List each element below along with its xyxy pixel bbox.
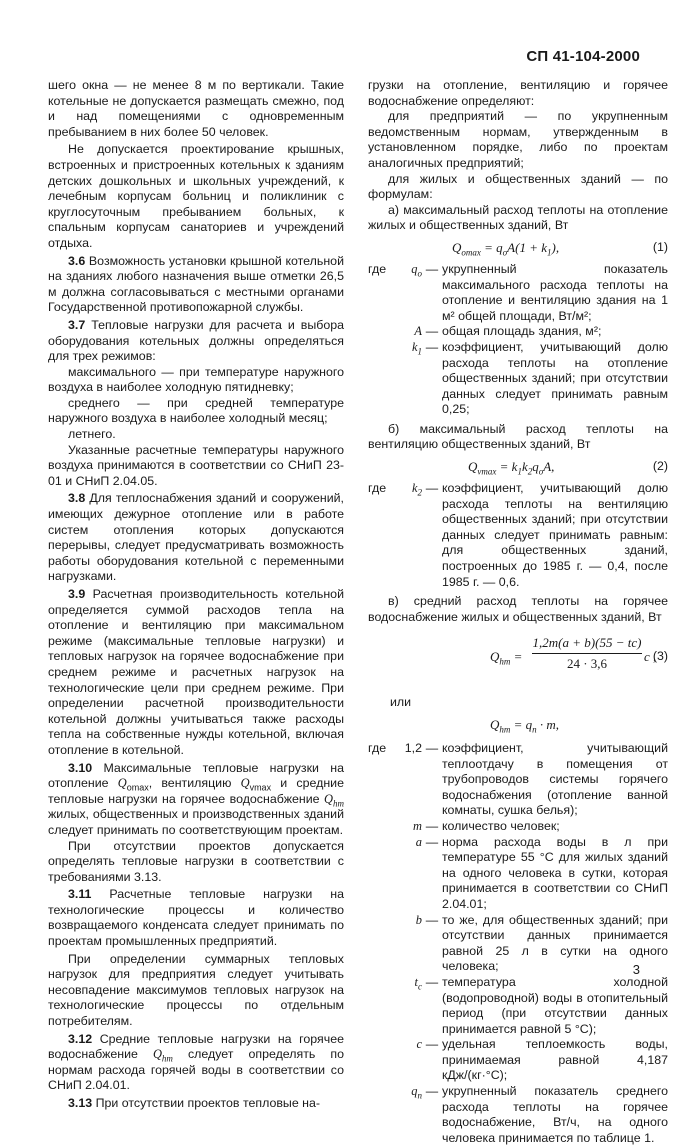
definition-symbol: a [415, 834, 422, 849]
page-number: 3 [632, 962, 640, 977]
definition-text: общая площадь здания, м²; [442, 324, 602, 339]
clause-text: жилых, общественных и производственных зданий следует принимать по соответствующим проектам. [48, 807, 344, 837]
formula-lhs: $Q_{hm}$ = [490, 649, 523, 667]
formula-expression: $Q_{omax} = q_oA(1 + k_1)$, [452, 239, 560, 258]
paragraph: При определении суммарных тепловых нагрузок для предприятия следует учитывать несовпадение максимумов тепловых нагрузок на технологические процессы по отдельным потребителям. [48, 951, 344, 1029]
where-label [368, 835, 394, 913]
definitions-list [368, 262, 668, 418]
document-header: СП 41-104-2000 [526, 48, 640, 65]
clause-number: 3.13 [68, 1096, 93, 1110]
formula-number: (1) [652, 239, 668, 254]
definition-dash: — [425, 818, 439, 833]
paragraph: в) средний расход теплоты на горячее водоснабжение жилых и общественных зданий, Вт [368, 594, 668, 624]
where-label [368, 913, 394, 975]
clause-number: 3.9 [68, 587, 86, 601]
definition-symbol: $k_2$ [412, 481, 422, 498]
definition-dash: — [425, 974, 439, 989]
definition-item [368, 1084, 668, 1146]
definition-symbol: $q_o$ [411, 261, 422, 279]
where-label: где [368, 741, 387, 755]
mode-item: среднего — при средней температуре наружного воздуха в наиболее холодный месяц; [48, 395, 344, 426]
paragraph: шего окна — не менее 8 м по вертикали. Такие котельные не допускается размещать смежно, под и над помещениями с одновременным пребыванием в них более 50 человек. [48, 78, 344, 139]
clause-text: Для теплоснабжения зданий и сооружений, имеющих дежурное отопление или в работе систем отопления которых допускаются перерывы, следует предусматривать возможность работы оборудования котельной с переменными нагрузками. [48, 491, 344, 584]
formula-3 [368, 635, 668, 681]
definition-text: то же, для общественных зданий; при отсутствии данных принимается равной 25 л в сутки на одного человека; [442, 912, 668, 974]
definition-text: укрупненный показатель среднего расхода теплоты на горячее водоснабжение, Вт/ч, на одного человека принимается по таблице 1. [442, 1084, 668, 1145]
definition-dash: — [425, 339, 439, 354]
definition-item [368, 835, 668, 913]
clause-text: Возможность установки крышной котельной на зданиях любого назначения выше отметки 26,5 м должна согласовываться с местными органами Государственной противопожарной службы. [48, 253, 344, 315]
clause-number: 3.10 [68, 760, 93, 775]
formula-2 [368, 456, 668, 478]
clause-text: Средние тепловые нагрузки на горячее водоснабжение [48, 1031, 344, 1062]
clause-text: При отсутствии проектов тепловые на- [92, 1096, 321, 1110]
definition-item [368, 913, 668, 975]
definition-dash: — [425, 1037, 439, 1052]
definition-dash: — [425, 481, 439, 496]
clause-text: Тепловые нагрузки для расчета и выбора оборудования котельных должны определяться для трех режимов: [48, 317, 344, 364]
where-label [368, 324, 394, 340]
definition-symbol: c [416, 1037, 422, 1052]
formula-number: (3) [652, 649, 668, 664]
paragraph: грузки на отопление, вентиляцию и горячее водоснабжение определяют: [368, 78, 668, 108]
definition-item [368, 262, 668, 324]
definition-symbol: m [413, 818, 422, 833]
where-label [368, 975, 394, 1037]
where-label [368, 819, 394, 835]
definition-item [368, 819, 668, 835]
definition-symbol: $q_n$ [411, 1084, 422, 1101]
clause-3-13 [48, 1096, 344, 1112]
symbol-q-omax: Q [117, 776, 127, 791]
fraction-denominator: 24 · 3,6 [566, 656, 608, 671]
definition-dash: — [425, 834, 439, 849]
clause-text: , вентиляцию [148, 776, 241, 791]
clause-3-7 [48, 318, 344, 365]
definitions-list [368, 741, 668, 1146]
formula-1 [368, 237, 668, 259]
definition-item [368, 324, 668, 340]
formula-expression: $Q_{vmax} = k_1k_2q_oA$, [468, 459, 555, 477]
clause-text: и средние тепловые нагрузки на горячее водоснабжение [48, 776, 344, 806]
definition-text: норма расхода воды в л при температуре 55 °С для жилых зданий на одного человека в сутки, которая принимается в соответствии со СНиП 2.04.01; [442, 834, 668, 911]
paragraph: При отсутствии проектов допускается определять тепловые нагрузки в соответствии с требованиями 3.13. [48, 838, 344, 884]
definition-dash: — [425, 912, 439, 927]
clause-3-11 [48, 887, 344, 949]
left-column [48, 78, 344, 1112]
definition-text: укрупненный показатель максимального расхода теплоты на отопление и вентиляцию здания на 1 м² общей площади, Вт/м²; [442, 261, 668, 323]
mode-item: максимального — при температуре наружного воздуха в наиболее холодную пятидневку; [48, 364, 344, 395]
clause-number: 3.12 [68, 1031, 93, 1046]
clause-3-8 [48, 491, 344, 585]
paragraph: Не допускается проектирование крышных, встроенных и пристроенных котельных к зданиям детских дошкольных и школьных учреждений, к лечебным корпусам больниц и поликлиник с круглосуточным пребыванием больных, к спальным корпусам санаториев и учреждений отдыха. [48, 142, 344, 250]
definition-text: температура холодной (водопроводной) воды в отопительный период (при отсутствии данных принимается равной 5 °С); [442, 974, 668, 1036]
definition-text: количество человек; [442, 818, 560, 833]
definition-dash: — [425, 261, 439, 276]
definition-text: коэффициент, учитывающий теплоотдачу в помещения от трубопроводов системы горячего водоснабжения (отопление ванной комнаты, сушка белья); [442, 741, 668, 818]
clause-number: 3.8 [68, 491, 86, 506]
where-label: где [368, 261, 387, 276]
definition-symbol: $k_1$ [412, 339, 422, 357]
formula-number: (2) [652, 459, 668, 474]
fraction-numerator: 1,2m(a + b)(55 − tc) [532, 635, 642, 654]
symbol-q-vmax: Q [240, 776, 250, 791]
clause-text: следует определять по нормам расхода горячей воды в соответствии со СНиП 2.04.01. [48, 1047, 344, 1093]
clause-text: Расчетная производительность котельной определяется суммой расходов тепла на отопление и вентиляцию при максимальном режиме (максимальные тепловые нагрузки) и тепловых нагрузок на горячее водоснабжение при среднем режиме и расчетных нагрузок на технологические цели при среднем режиме. При определении расчетной производительности котельной должны учитываться также расходы тепла на собственные нужды котельной, включая отопление в котельной. [48, 587, 344, 757]
clause-3-6 [48, 254, 344, 316]
clause-number: 3.6 [68, 253, 86, 268]
where-label: где [368, 481, 387, 496]
definition-item [368, 975, 668, 1037]
definition-dash: — [425, 741, 439, 755]
definition-text: коэффициент, учитывающий долю расхода теплоты на вентиляцию общественных зданий; при отсутствии данных следует принимать равным: для общественных зданий, построенных до 1985 г. — 0,4, после 1985 г. — 0,6. [442, 481, 668, 589]
definition-k2 [368, 481, 668, 590]
clause-number: 3.11 [68, 887, 92, 902]
symbol-q-hm: Q [324, 791, 333, 806]
paragraph: а) максимальный расход теплоты на отопление жилых и общественных зданий, Вт [368, 202, 668, 233]
definition-symbol: b [415, 912, 422, 927]
definition-text: удельная теплоемкость воды, принимаемая равной 4,187 кДж/(кг·°С); [442, 1037, 668, 1083]
symbol-q-hm: Q [152, 1047, 162, 1062]
formula-tail: c , [644, 649, 657, 665]
definition-symbol: $t_c$ [414, 974, 422, 992]
definition-text: коэффициент, учитывающий долю расхода теплоты на отопление общественных зданий; при отсутствии данных следует принимать равным 0,25; [442, 339, 668, 417]
definition-dash: — [425, 324, 439, 339]
where-label [368, 1037, 394, 1084]
paragraph: для жилых и общественных зданий — по формулам: [368, 171, 668, 202]
where-label [368, 1084, 394, 1146]
definition-item [368, 1037, 668, 1084]
definition-symbol: 1,2 [404, 741, 422, 755]
definition-item [368, 741, 668, 819]
definition-dash: — [425, 1084, 439, 1099]
clause-text: Расчетные тепловые нагрузки на технологические процессы и количество возвращаемого конденсата следует принимать по проектам промышленных предприятий. [48, 887, 344, 949]
paragraph: для предприятий — по укрупненным ведомственным нормам, утвержденным в установленном порядке, либо по проектам аналогичных предприятий; [368, 109, 668, 170]
clause-3-9 [48, 587, 344, 759]
paragraph: б) максимальный расход теплоты на вентиляцию общественных зданий, Вт [368, 421, 668, 452]
or-word: или [390, 695, 412, 710]
clause-number: 3.7 [68, 317, 86, 332]
clause-text: Максимальные тепловые нагрузки на отопление [48, 760, 344, 791]
definition-item [368, 340, 668, 418]
formula-4: $Q_{hm} = q_n \cdot m$, [490, 717, 560, 735]
right-column [368, 78, 668, 1146]
where-label [368, 340, 394, 418]
formula-fraction [532, 635, 642, 671]
clause-3-12: 3.12 Средние тепловые нагрузки на горячее водоснабжение $Q_{hm}$ следует определять по нормам расхода горячей воды в соответствии со СНиП 2.04.01. [48, 1031, 344, 1093]
paragraph: Указанные расчетные температуры наружного воздуха принимаются в соответствии со СНиП 23-01 и СНиП 2.04.05. [48, 442, 344, 488]
definition-symbol: A [414, 324, 422, 339]
clause-3-10: 3.10 Максимальные тепловые нагрузки на отопление $Q_{omax}$, вентиляцию $Q_{vmax}$ и средние тепловые нагрузки на горячее водоснабжение $Q_{hm}$ жилых, общественных и производственных зданий следует принимать по соответствующим проектам. [48, 760, 344, 837]
mode-item: летнего. [68, 427, 116, 442]
